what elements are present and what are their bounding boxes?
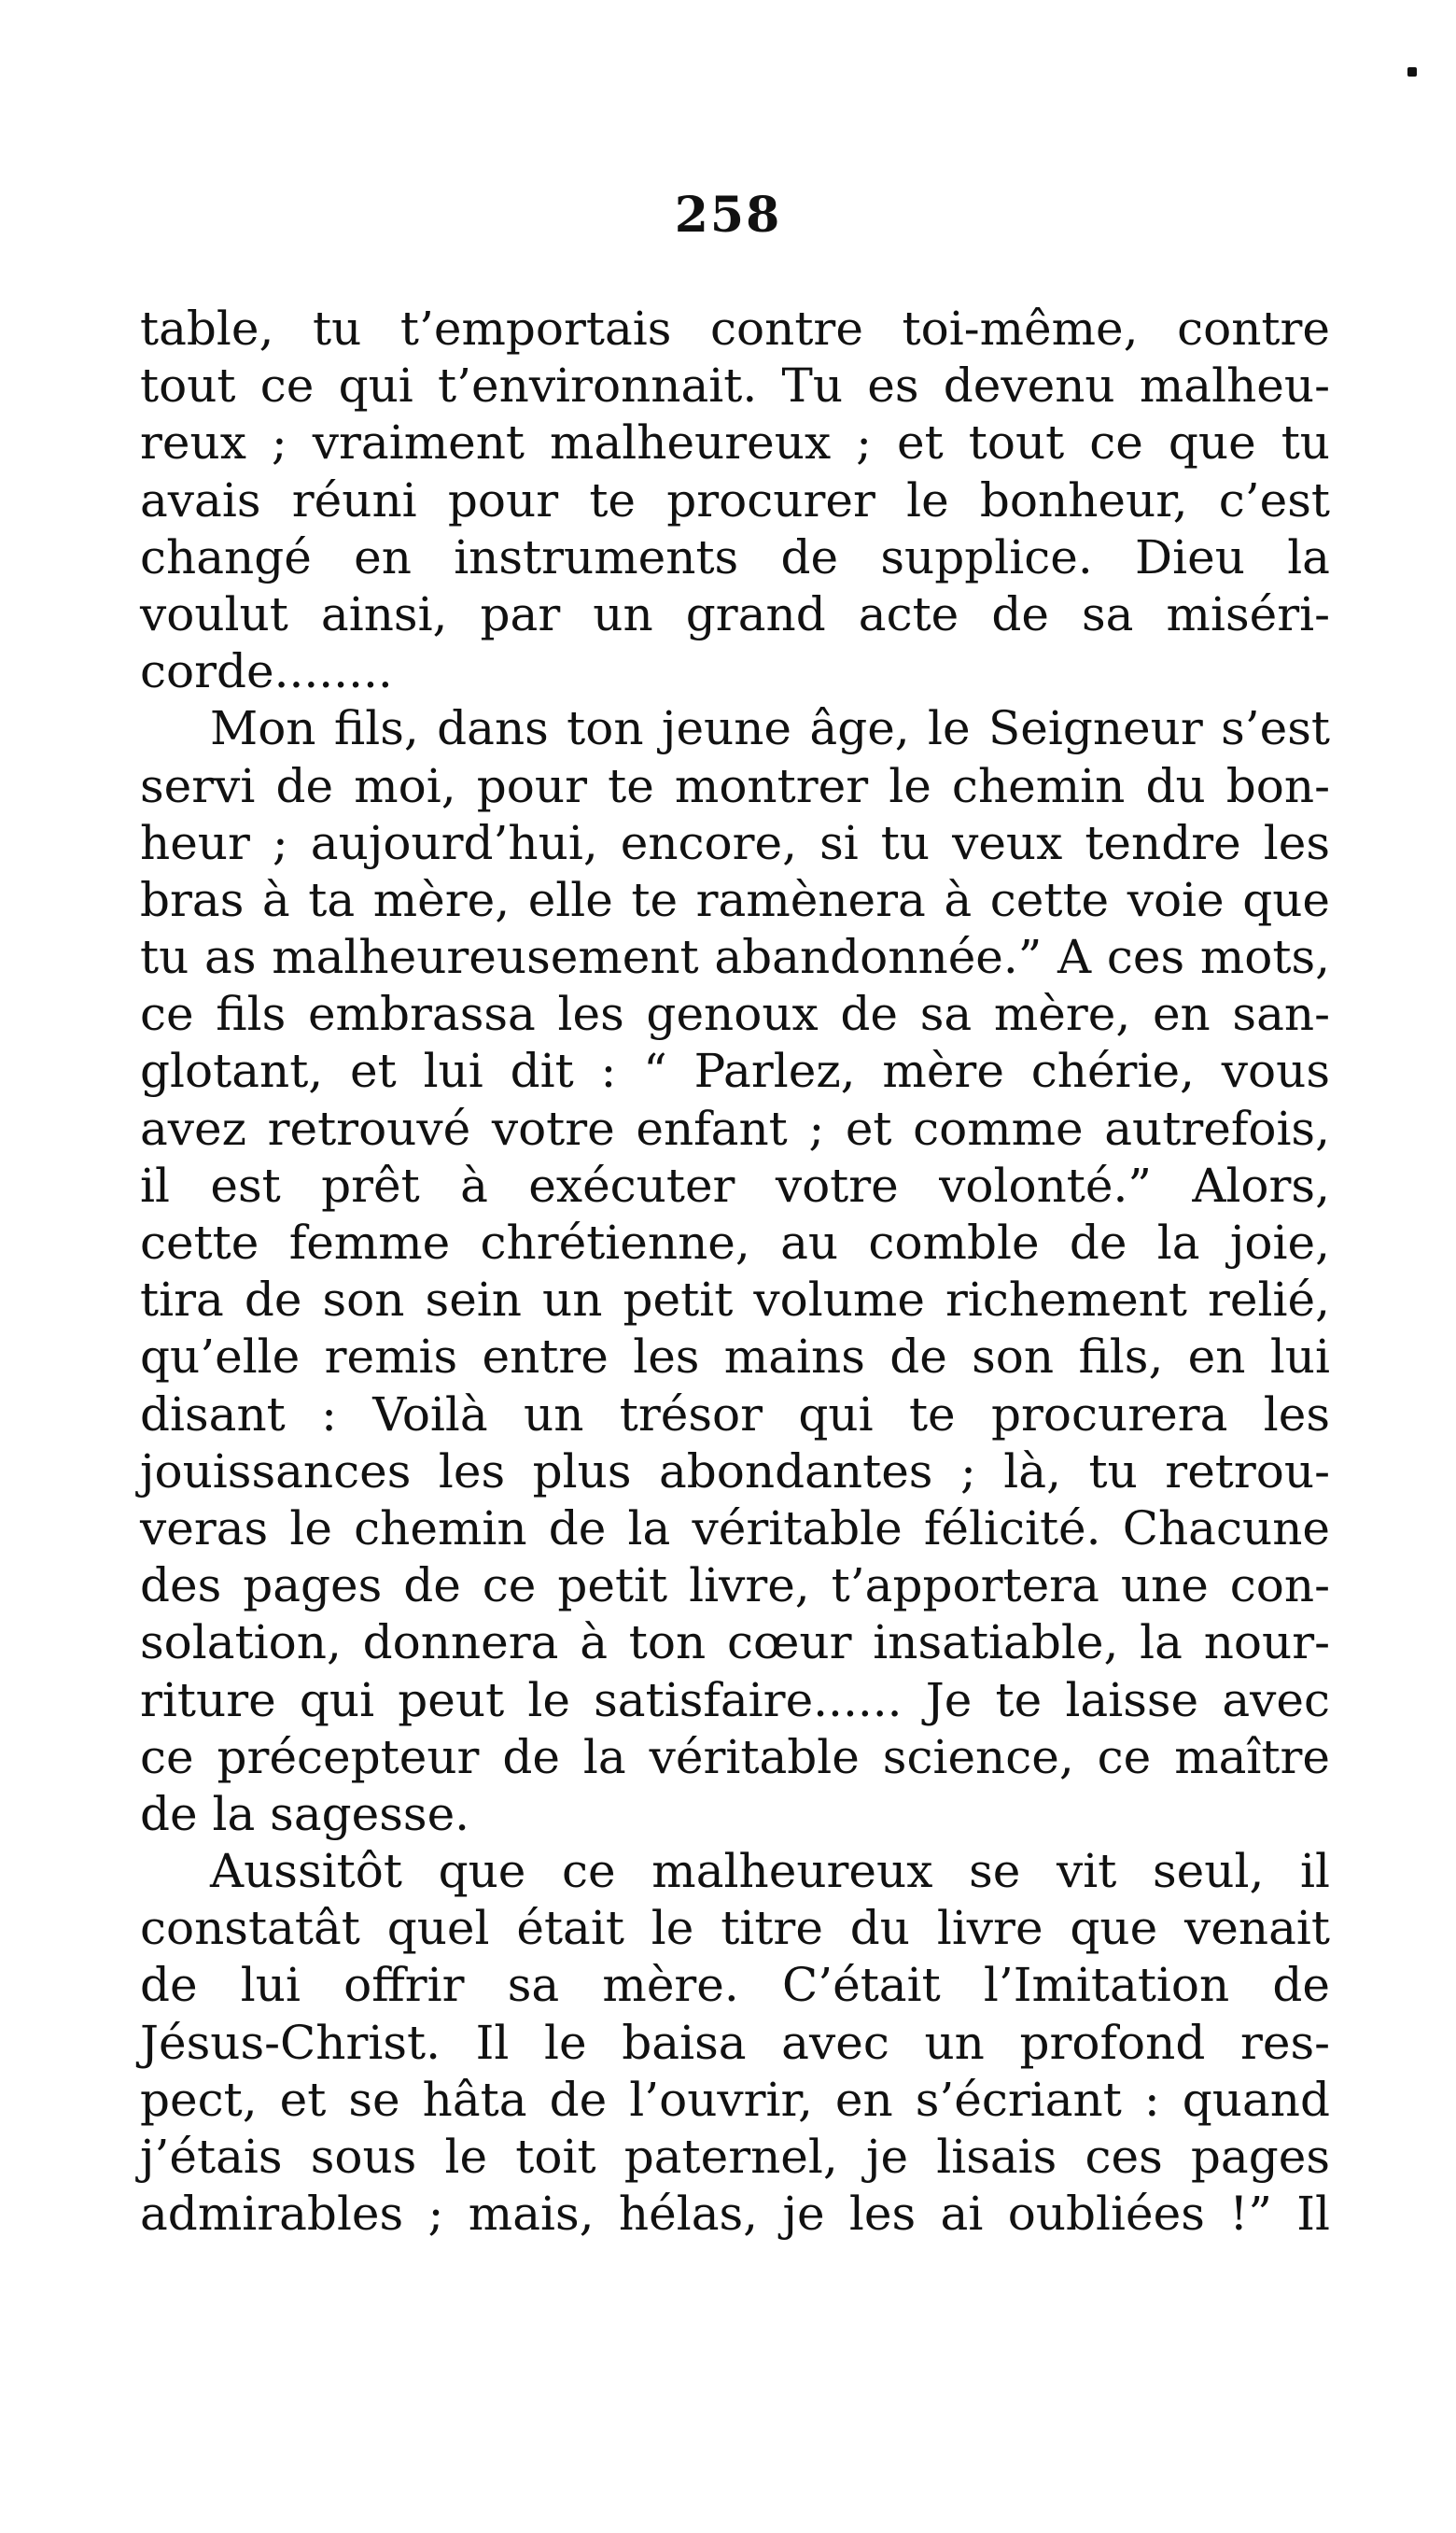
text-line: tout ce qui t’environnait. Tu es devenu malheu- [140,359,1330,414]
text-line: jouissances les plus abondantes ; là, tu retrou- [140,1443,1330,1499]
page-speck-mark [1407,67,1417,77]
text-line: cette femme chrétienne, au comble de la joie, [140,1216,1330,1270]
text-line: des pages de ce petit livre, t’apportera une con- [140,1558,1330,1613]
text-line: qu’elle remis entre les mains de son fils, en lui [140,1330,1330,1385]
text-line: reux ; vraiment malheureux ; et tout ce que tu [140,415,1330,471]
text-line: disant : Voilà un trésor qui te procurera les [140,1386,1330,1442]
text-line: j’étais sous le toit paternel, je lisais ces pages [140,2130,1330,2184]
text-line: pect, et se hâta de l’ouvrir, en s’écriant : quand [140,2072,1330,2127]
text-line: de la sagesse. [140,1786,470,1841]
body-text [140,301,1330,2243]
page-number: 258 [674,187,782,244]
text-line: admirables ; mais, hélas, je les ai oubliées !” Il [140,2187,1330,2242]
text-line: de lui offrir sa mère. C’était l’Imitation de [140,1958,1330,2013]
text-line: il est prêt à exécuter votre volonté.” Alors, [140,1158,1330,1213]
text-line: tira de son sein un petit volume richement relié, [140,1273,1330,1328]
text-line: Aussitôt que ce malheureux se vit seul, il [210,1844,1330,1899]
text-line: ce fils embrassa les genoux de sa mère, en san- [140,987,1330,1042]
text-line: Mon fils, dans ton jeune âge, le Seigneur s’est [210,701,1330,756]
text-line: ce précepteur de la véritable science, ce maître [140,1729,1330,1784]
text-line: avais réuni pour te procurer le bonheur, c’est [140,472,1330,528]
text-line: servi de moi, pour te montrer le chemin du bon- [140,758,1330,813]
text-line: riture qui peut le satisfaire...... Je te laisse avec [140,1672,1330,1727]
text-line: bras à ta mère, elle te ramènera à cette voie que [140,872,1330,927]
text-line: table, tu t’emportais contre toi-même, contre [140,302,1330,356]
text-line: voulut ainsi, par un grand acte de sa miséri- [140,586,1330,641]
paragraph-1 [140,301,1330,700]
text-line: heur ; aujourd’hui, encore, si tu veux tendre les [140,815,1330,870]
text-line: constatât quel était le titre du livre que venait [140,1901,1330,1956]
paragraph-2 [140,700,1330,1843]
text-line: solation, donnera à ton cœur insatiable, la nour- [140,1615,1330,1670]
text-line: Jésus-Christ. Il le baisa avec un profond res- [140,2015,1330,2070]
paragraph-3 [140,1843,1330,2243]
text-line: changé en instruments de supplice. Dieu la [140,529,1330,584]
text-line: glotant, et lui dit : “ Parlez, mère chérie, vous [140,1044,1330,1099]
text-line: avez retrouvé votre enfant ; et comme autrefois, [140,1101,1330,1156]
text-line: veras le chemin de la véritable félicité. Chacune [140,1500,1330,1555]
text-line: tu as malheureusement abandonnée.” A ces mots, [140,930,1330,985]
text-line: corde........ [140,644,393,699]
